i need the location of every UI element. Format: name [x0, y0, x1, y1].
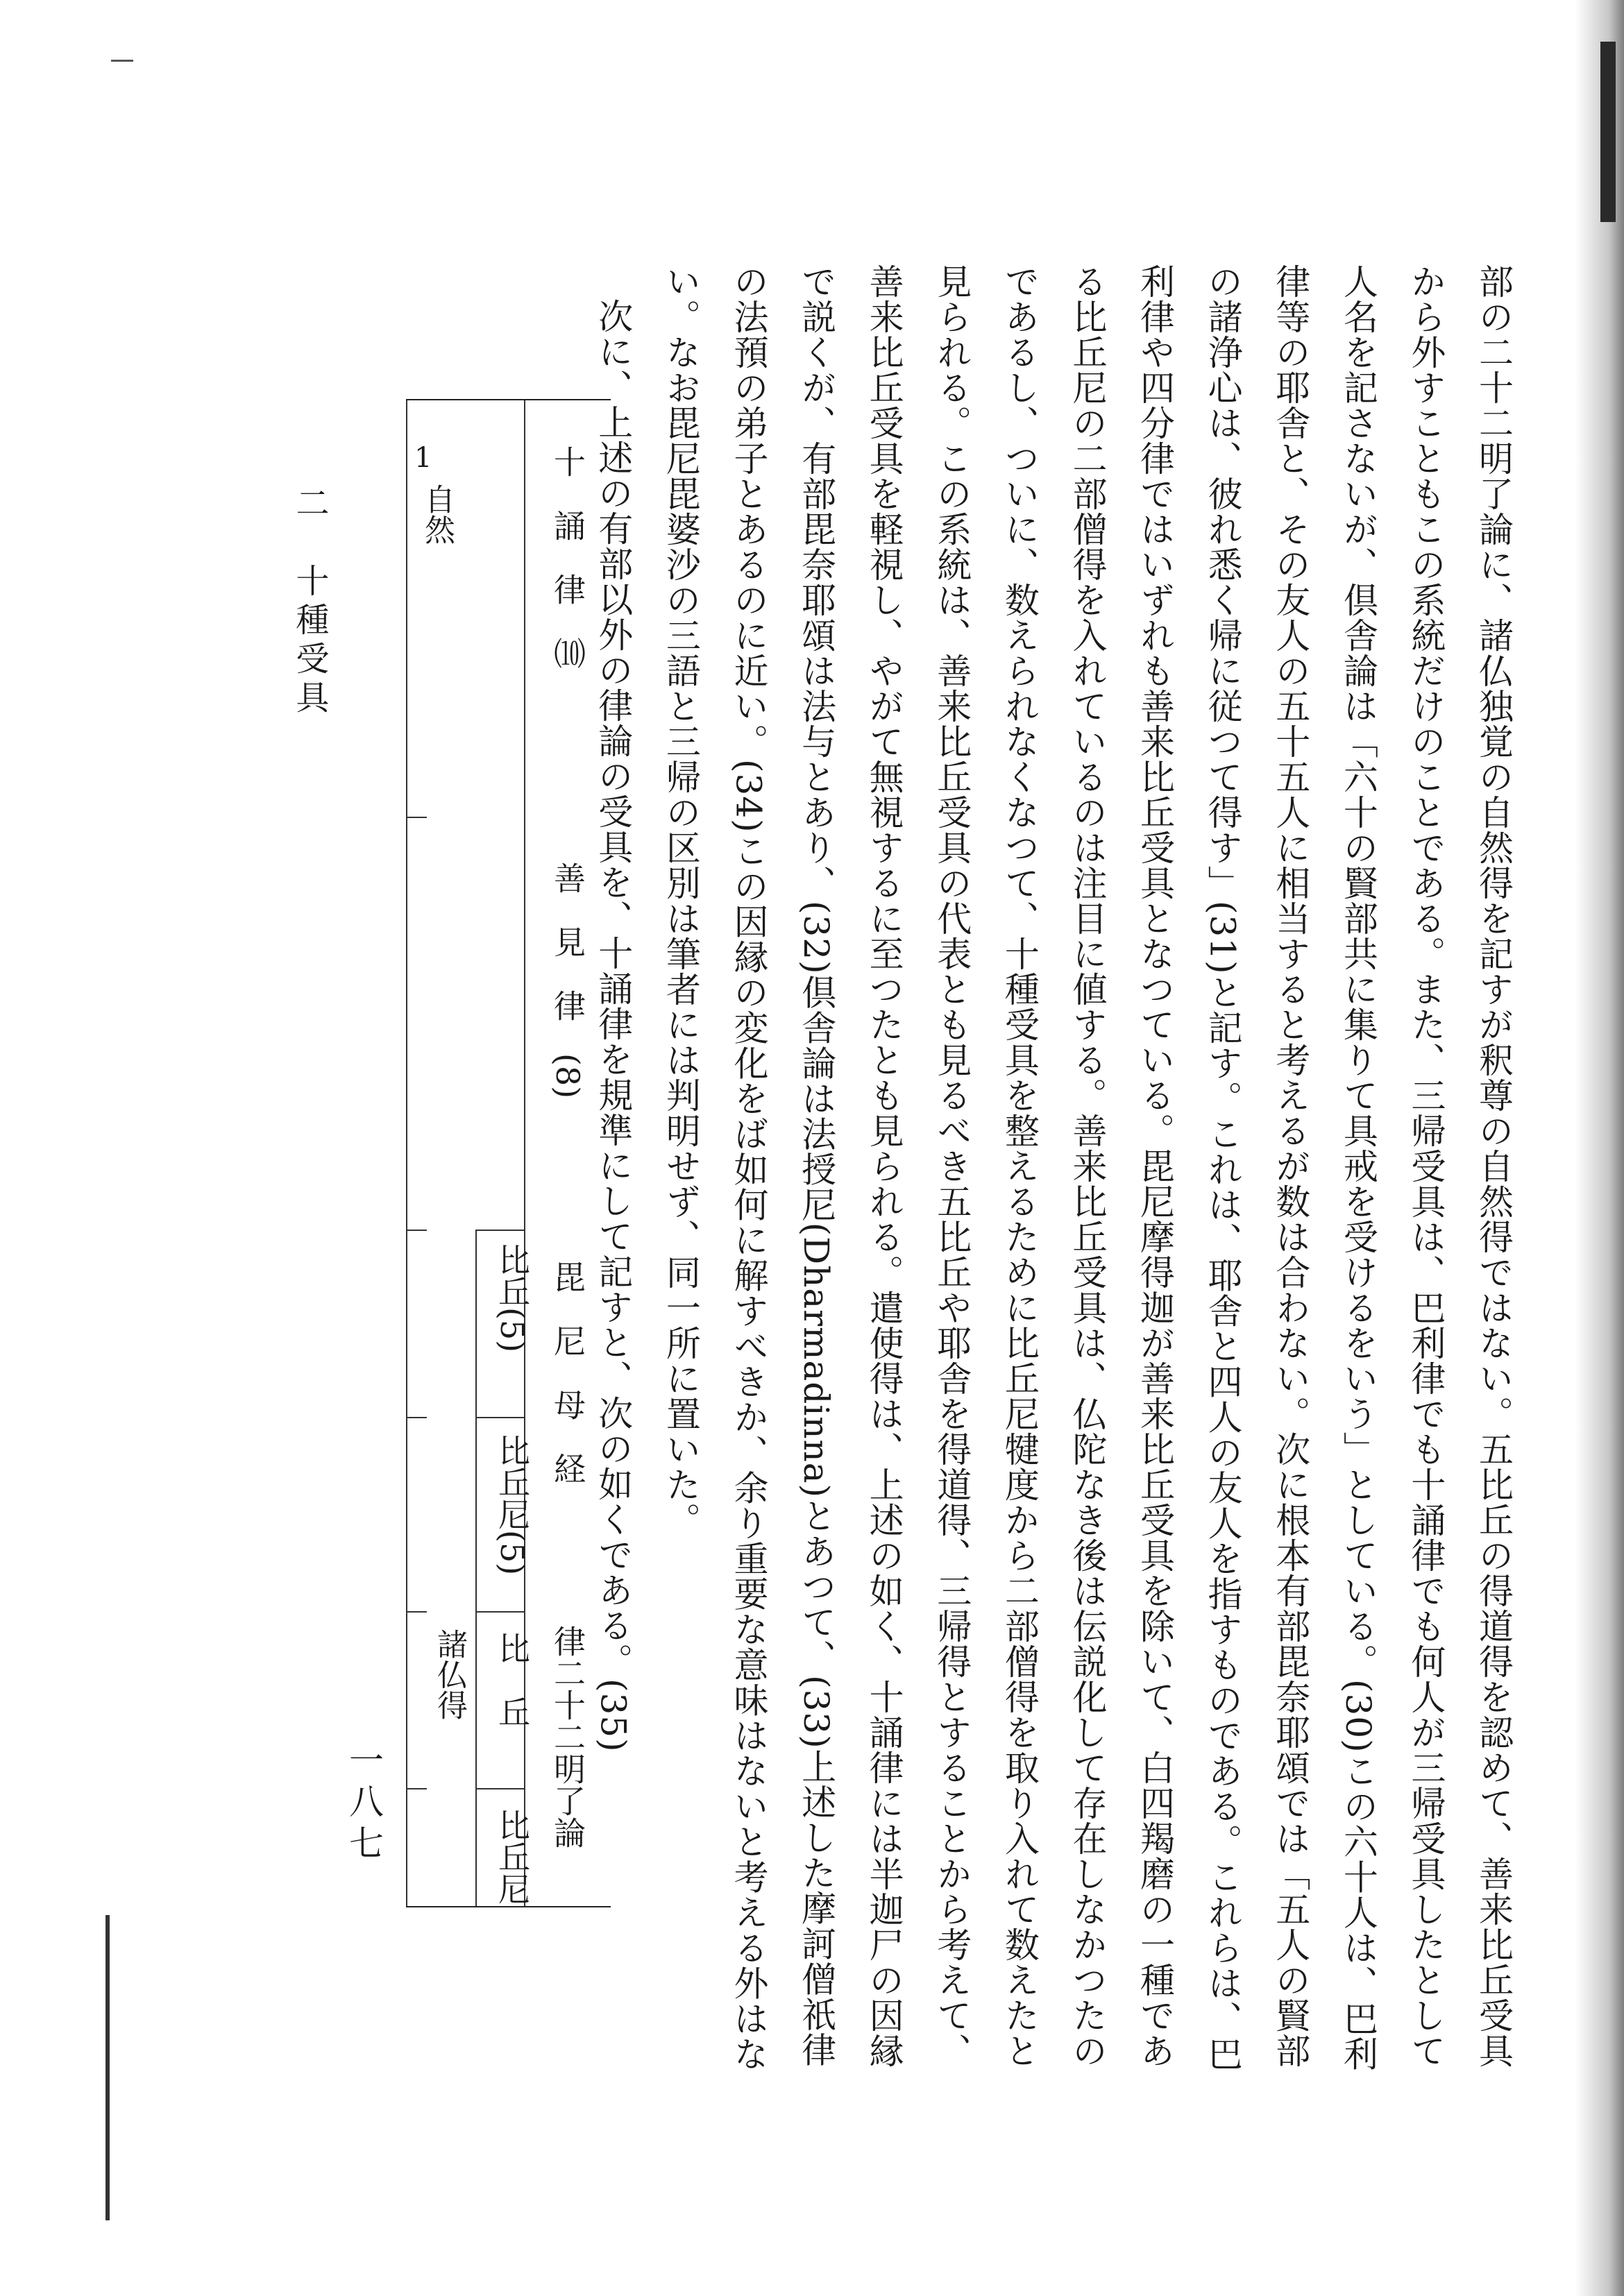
table-rule [406, 1611, 427, 1613]
header-binimo-bhikkhuni: 比丘尼(5) [493, 1434, 531, 1576]
vinaya-comparison-table [406, 399, 611, 1907]
table-rule [475, 1788, 525, 1789]
table-rule [475, 1611, 477, 1906]
table-rule [406, 817, 427, 818]
header-binimo-bhikkhu: 比丘(5) [493, 1243, 531, 1353]
table-cell: 自然 [419, 484, 455, 545]
table-rule [475, 1230, 525, 1231]
body-text [579, 264, 1527, 2095]
table-rule [406, 1230, 427, 1231]
scan-shadow [1575, 0, 1624, 2296]
page-number: 一八七 [344, 1742, 384, 1866]
scan-mark [105, 1915, 110, 2220]
table-rule [406, 400, 407, 1906]
table-rule [475, 1611, 525, 1613]
table-rule [406, 1788, 427, 1789]
header-ritsu-22: 律二十二明了論 [549, 1625, 586, 1848]
row-number: 1 [414, 442, 432, 474]
paragraph-1: 部の二十二明了論に、諸仏独覚の自然得を記すが釈尊の自然得ではない。五比丘の得道得を認めて、善来比丘受具から外すこともこの系統だけのことである。また、三帰受具は、巴利律でも十誦律でも何人が三帰受具したとして人名を記さないが、倶舎論は「六十の賢部共に集りて具戒を受けるをいう」としている。(30)この六十人は、巴利律等の耶舎と、その友人の五十五人に相当すると考えるが数は合わない。次に根本有部毘奈耶頌では「五人の賢部の諸浄心は、彼れ悉く帰に従つて得す」(31)と記す。これは、耶舎と四人の友人を指すものである。これらは、巴利律や四分律ではいずれも善来比丘受具となつている。毘尼摩得迦が善来比丘受具を除いて、白四羯磨の一種である比丘尼の二部僧得を入れているのは注目に値する。善来比丘受具は、仏陀なき後は伝説化して存在しなかつたのであるし、ついに、数えられなくなつて、十種受具を整えるために比丘尼犍度から二部僧得を取り入れて数えたと見られる。この系統は、善来比丘受具の代表とも見るべき五比丘や耶舎を得道得、三帰得とすることから考えて、善来比丘受具を軽視し、やがて無視するに至つたとも見られる。遣使得は、上述の如く、十誦律には半迦尸の因縁で説くが、有部毘奈耶頌は法与とあり、(32)倶舎論は法授尼(Dharmadinna)とあつて、(33)上述した摩訶僧祇律の法預の弟子とあるのに近い。(34)この因縁の変化をば如何に解すべきか、余り重要な意味はないと考える外はない。なお毘尼毘婆沙の三語と三帰の区別は筆者には判明せず、同一所に置いた。 [660, 264, 1514, 2072]
paragraph-2: 次に、上述の有部以外の律論の受具を、十誦律を規準にして記すと、次の如くである。(35) [593, 298, 634, 1753]
running-head: 二 十種受具 [290, 486, 329, 719]
table-rule [406, 1417, 427, 1418]
table-rule [475, 1230, 477, 1611]
table-rule [475, 1417, 525, 1418]
header-ritsu22-bhikkhuni: 比丘尼 [493, 1809, 531, 1905]
header-jusho-ritsu: 十 誦 律 ⑽ [549, 445, 586, 669]
header-zenken-ritsu: 善 見 律 (8) [549, 862, 586, 1099]
scan-mark [1600, 42, 1616, 222]
header-ritsu22-bhikkhu: 比 丘 [493, 1632, 531, 1728]
header-binimo-kyo: 毘 尼 母 経 [549, 1261, 586, 1484]
scan-mark [111, 60, 133, 62]
table-cell: 諸仏得 [432, 1629, 467, 1720]
